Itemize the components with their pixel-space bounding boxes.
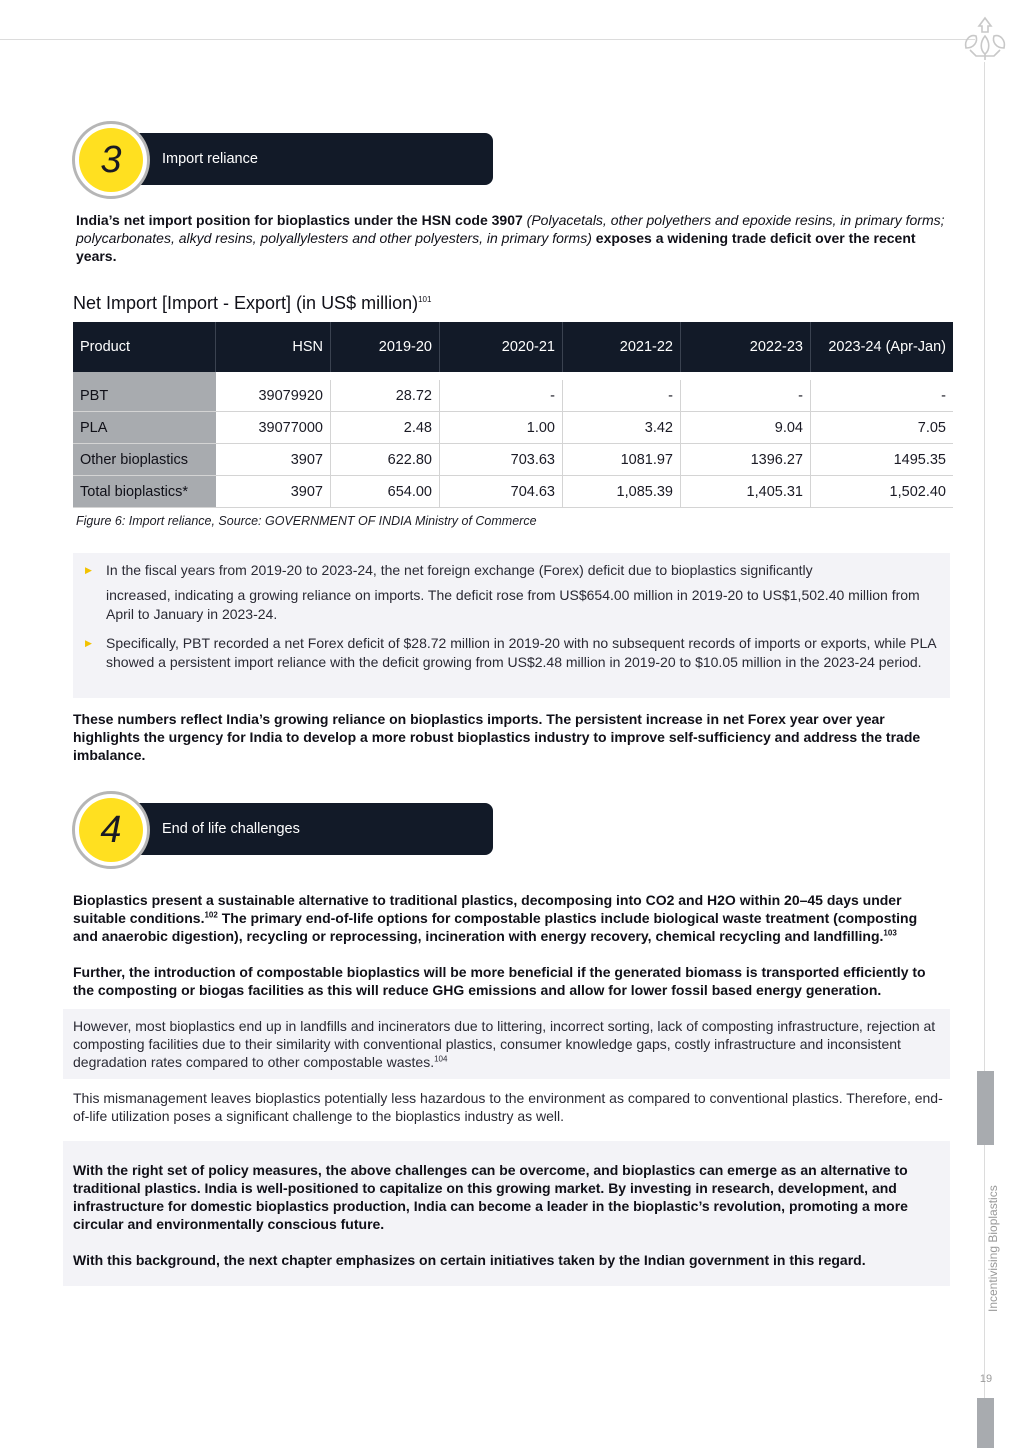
table-cell: 654.00 — [331, 476, 440, 508]
table-header-row — [73, 322, 953, 372]
table-cell: 622.80 — [331, 444, 440, 476]
table-cell: 1.00 — [440, 412, 563, 444]
table-cell: 1081.97 — [563, 444, 681, 476]
table-cell: - — [811, 380, 954, 412]
end-of-life-para-4: This mismanagement leaves bioplastics potentially less hazardous to the environment as compared to conventional plastics. Therefore, end-of-life utilization poses a significant challenge to the bioplastics industry as well. — [73, 1090, 943, 1124]
table-spacer — [73, 372, 953, 380]
table-cell: 39077000 — [216, 412, 331, 444]
col-header: Product — [73, 322, 216, 372]
figure-caption: Figure 6: Import reliance, Source: GOVERNMENT OF INDIA Ministry of Commerce — [76, 514, 537, 528]
bullet-arrow-icon: ▶ — [85, 638, 92, 648]
table-cell: PBT — [73, 380, 216, 412]
conclusion-para-2: With this background, the next chapter emphasizes on certain initiatives taken by the Indian government in this regard. — [73, 1252, 866, 1268]
table-cell: 704.63 — [440, 476, 563, 508]
section-4-badge — [72, 791, 150, 869]
table-cell: 703.63 — [440, 444, 563, 476]
col-header: 2020-21 — [440, 322, 563, 372]
footnote-ref: 101 — [418, 295, 432, 304]
table-cell: 1,405.31 — [681, 476, 811, 508]
table-title-text: Net Import [Import - Export] (in US$ million) — [73, 293, 419, 313]
intro-lead: India’s net import position for bioplastics under the HSN code 3907 — [76, 212, 523, 228]
bullet-item: In the fiscal years from 2019-20 to 2023-24, the net foreign exchange (Forex) deficit due to bioplastics significantly — [106, 562, 813, 578]
side-running-title: Incentivising Bioplastics — [986, 1185, 1000, 1312]
para-text: The primary end-of-life options for compostable plastics include biological waste treatment (composting and anaerobic digestion), recycling or reprocessing, incineration with energy recovery, chemical recycling and landfilling. — [73, 910, 918, 944]
table-cell: 2.48 — [331, 412, 440, 444]
leaf-recycle-logo-icon — [960, 14, 1010, 62]
section-3-number: 3 — [79, 128, 143, 192]
table-cell: 39079920 — [216, 380, 331, 412]
footnote-ref: 102 — [204, 910, 218, 920]
table-cell: - — [440, 380, 563, 412]
bullet-item-continued: increased, indicating a growing reliance on imports. The deficit rose from US$654.00 million in 2019-20 to US$1,502.40 million from April to January in 2023-24. — [106, 587, 920, 622]
table-cell: 7.05 — [811, 412, 954, 444]
top-rule — [0, 39, 975, 40]
footnote-ref: 103 — [883, 928, 897, 938]
section-4-title: End of life challenges — [162, 821, 300, 837]
end-of-life-para-1 — [73, 891, 945, 945]
table-cell: 3.42 — [563, 412, 681, 444]
net-import-table — [73, 322, 953, 508]
side-accent-bar — [977, 1071, 994, 1145]
section-3-intro — [76, 211, 948, 265]
bullet-arrow-icon: ▶ — [85, 565, 92, 575]
col-header: 2021-22 — [563, 322, 681, 372]
side-accent-bar-bottom — [977, 1398, 994, 1448]
table-title — [73, 293, 431, 314]
table-cell: Other bioplastics — [73, 444, 216, 476]
table-row — [73, 444, 953, 476]
conclusion-para-1: With the right set of policy measures, the above challenges can be overcome, and bioplastics can emerge as an alternative to traditional plastics. India is well-positioned to capitalize on this growing market. By investing in research, development, and infrastructure for domestic bioplastics production, India can become a leader in the bioplastic’s revolution, promoting a more circular and environmentally conscious future. — [73, 1162, 908, 1232]
table-cell: 9.04 — [681, 412, 811, 444]
section-3-badge — [72, 121, 150, 199]
reliance-summary: These numbers reflect India’s growing reliance on bioplastics imports. The persistent increase in net Forex year over year highlights the urgency for India to develop a more robust bioplastics industry to improve self-sufficiency and address the trade imbalance. — [73, 711, 921, 763]
para-text: However, most bioplastics end up in landfills and incinerators due to littering, incorrect sorting, lack of composting infrastructure, rejection at composting facilities due to their similarity with conventional plastics, consumer knowledge gaps, costly infrastructure and inconsistent degradation rates compared to other compostable wastes. — [73, 1018, 936, 1070]
intro-tail: exposes a widening trade deficit over the recent years. — [76, 230, 916, 264]
table-cell: 1,085.39 — [563, 476, 681, 508]
footnote-ref: 104 — [434, 1054, 448, 1064]
table-row — [73, 412, 953, 444]
table-cell: 1,502.40 — [811, 476, 954, 508]
section-4-header — [135, 803, 493, 855]
table-cell: 1495.35 — [811, 444, 954, 476]
para-text: Bioplastics present a sustainable alternative to traditional plastics, decomposing into CO2 and H2O within 20–45 days under suitable conditions. — [73, 892, 902, 926]
page-number: 19 — [979, 1373, 993, 1385]
col-header: 2019-20 — [331, 322, 440, 372]
table-cell: 28.72 — [331, 380, 440, 412]
table-row — [73, 380, 953, 412]
col-header: 2022-23 — [681, 322, 811, 372]
table-cell: 3907 — [216, 444, 331, 476]
end-of-life-para-2: Further, the introduction of compostable bioplastics will be more beneficial if the generated biomass is transported efficiently to the composting or biogas facilities as this will reduce GHG emissions and allow for lower fossil based energy generation. — [73, 964, 926, 998]
col-header: 2023-24 (Apr-Jan) — [811, 322, 954, 372]
section-3-title: Import reliance — [162, 151, 258, 167]
table-total-row — [73, 476, 953, 508]
table-cell: - — [681, 380, 811, 412]
table-cell: 1396.27 — [681, 444, 811, 476]
table-cell: PLA — [73, 412, 216, 444]
table-cell: - — [563, 380, 681, 412]
col-header: HSN — [216, 322, 331, 372]
right-rule — [984, 62, 985, 1448]
end-of-life-para-3 — [73, 1017, 945, 1071]
table-cell: Total bioplastics* — [73, 476, 216, 508]
bullet-item: Specifically, PBT recorded a net Forex deficit of $28.72 million in 2019-20 with no subsequent records of imports or exports, while PLA showed a persistent import reliance with the deficit growing from US$2.48 million in 2019-20 to $10.05 million in the 2023-24 period. — [106, 635, 936, 670]
section-4-number: 4 — [79, 798, 143, 862]
table-cell: 3907 — [216, 476, 331, 508]
section-3-header — [135, 133, 493, 185]
intro-hsn-description: (Polyacetals, other polyethers and epoxide resins, in primary forms; polycarbonates, alkyd resins, polyallylesters and other polyesters, in primary forms) — [76, 212, 945, 246]
